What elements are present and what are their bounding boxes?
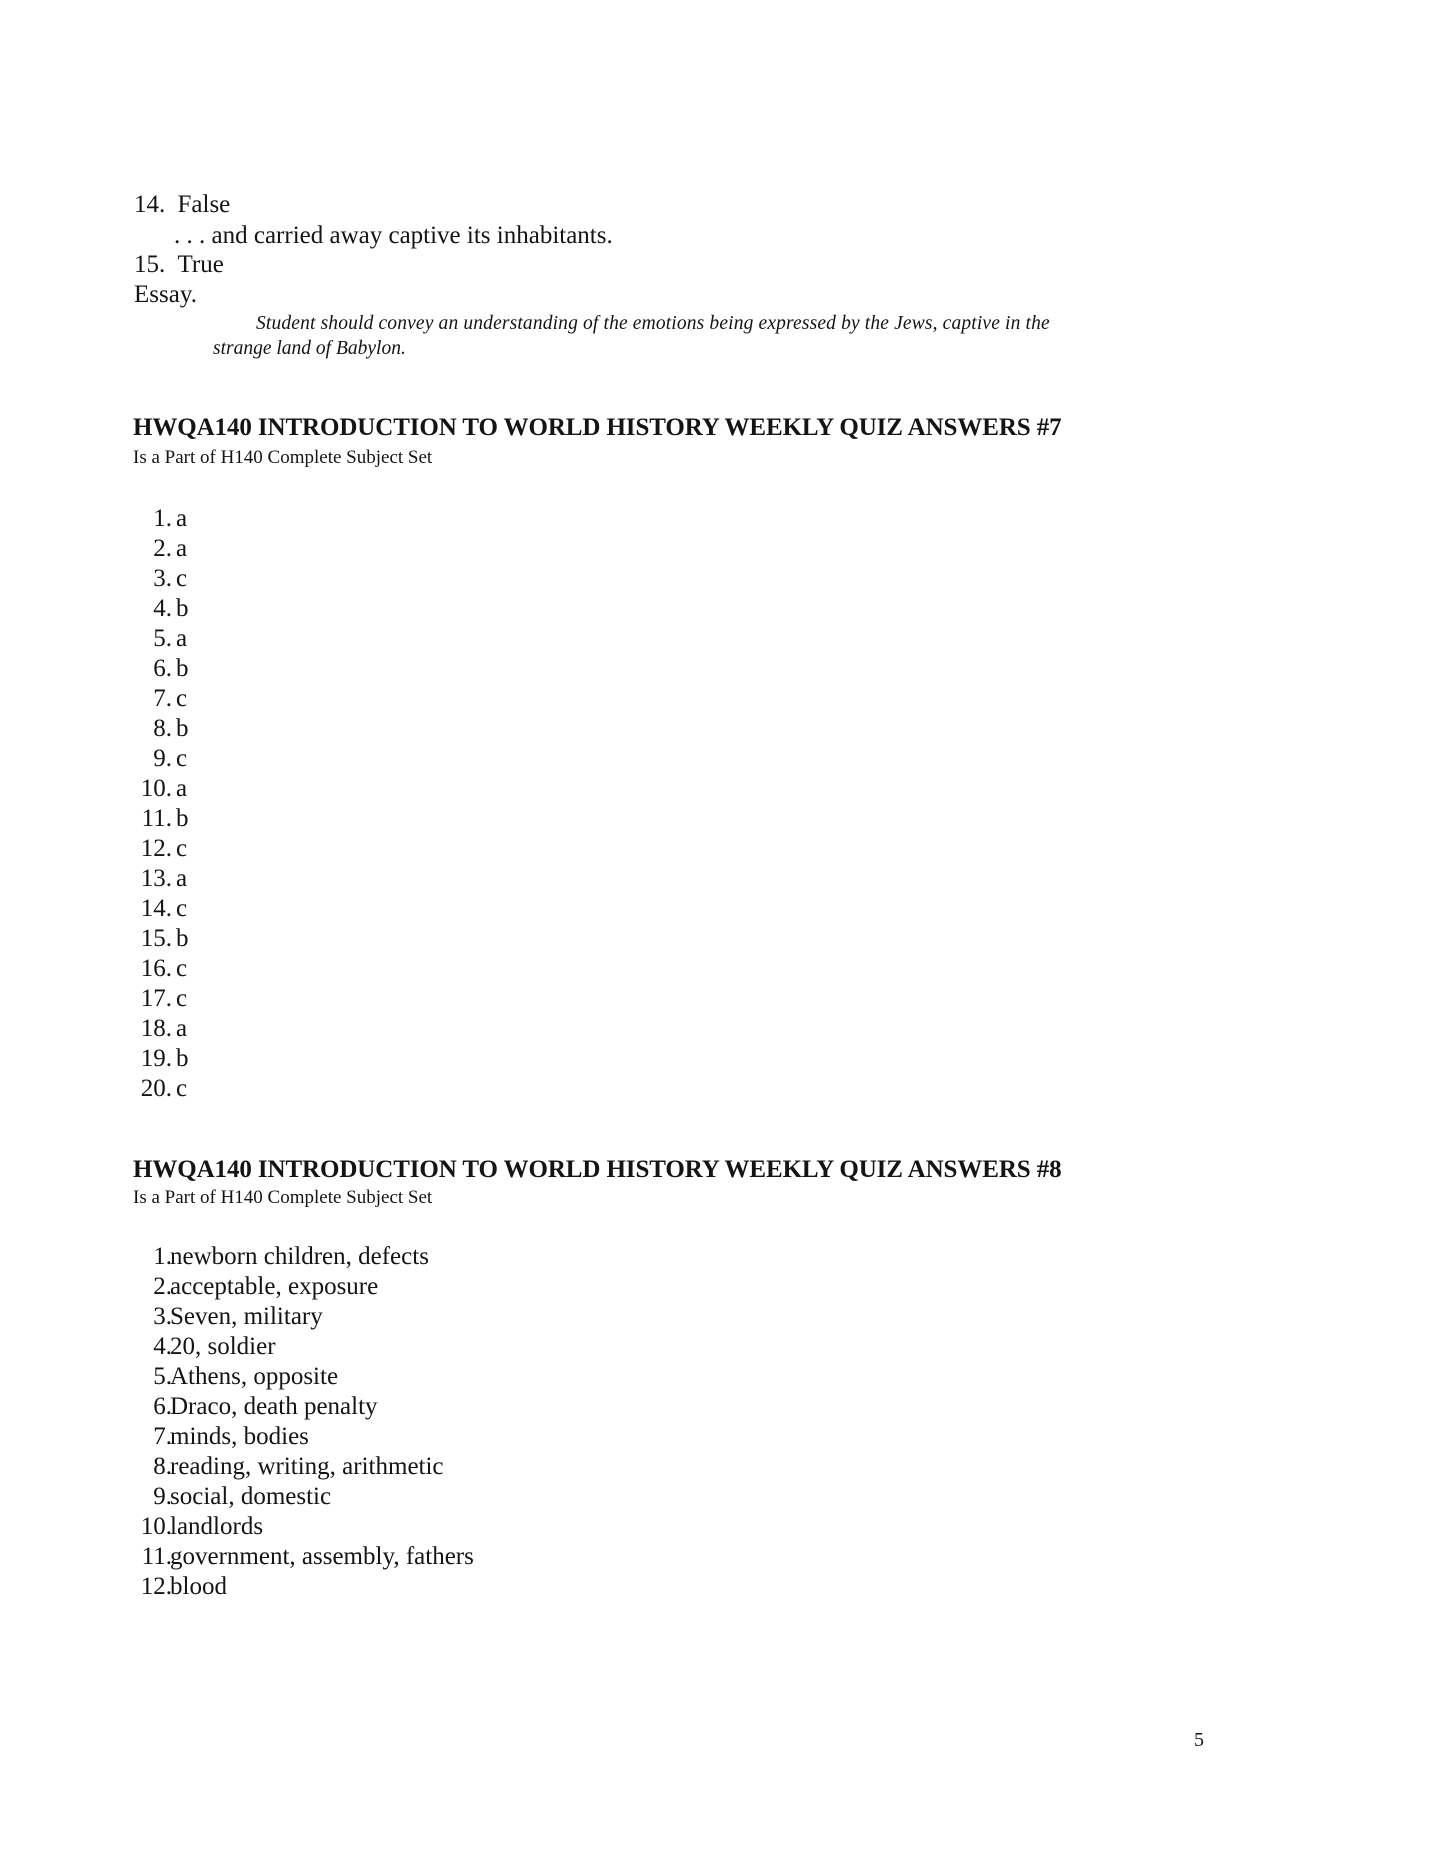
item-number: 15. [140, 925, 172, 952]
item-number: 17. [140, 985, 172, 1012]
list-item [128, 954, 188, 984]
item-answer: a [176, 865, 188, 892]
item-answer: blood [170, 1573, 227, 1600]
list-item [128, 1362, 339, 1392]
item-answer: a [176, 775, 188, 802]
item-answer: b [176, 925, 189, 952]
item-answer: c [176, 685, 188, 712]
list-item [128, 774, 188, 804]
list-item [128, 834, 188, 864]
item-answer: Athens, opposite [170, 1363, 339, 1390]
essay-note-line-1: Student should convey an understanding of the emotions being expressed by the Jews, captive in the [256, 313, 1050, 334]
item-number: 1. [153, 505, 172, 532]
item-answer: b [176, 655, 189, 682]
item-number: 10. [140, 1513, 172, 1540]
essay-label: Essay. [134, 281, 197, 308]
essay-note-line-2: strange land of Babylon. [213, 338, 406, 359]
item-number: 11. [141, 1543, 172, 1570]
item-number: 3. [153, 565, 172, 592]
list-item [128, 1482, 332, 1512]
item-number: 12. [140, 835, 172, 862]
item-answer: b [176, 715, 189, 742]
list-item [128, 1452, 444, 1482]
list-item [128, 1014, 188, 1044]
item-answer: Seven, military [170, 1303, 323, 1330]
answer-list-quiz-8 [128, 1242, 474, 1602]
item-answer: landlords [170, 1513, 264, 1540]
item-number: 16. [140, 955, 172, 982]
list-item [128, 1572, 227, 1602]
answer-note: . . . and carried away captive its inhabitants. [174, 222, 613, 249]
item-number: 6. [153, 1393, 172, 1420]
list-item [128, 984, 188, 1014]
section-subtitle-quiz-7: Is a Part of H140 Complete Subject Set [133, 447, 433, 468]
list-item [128, 894, 188, 924]
item-number: 4. [153, 595, 172, 622]
list-item [128, 594, 189, 624]
item-answer: c [176, 955, 188, 982]
list-item [128, 1512, 264, 1542]
answer-list-quiz-7 [128, 504, 189, 1104]
item-answer: social, domestic [170, 1483, 332, 1510]
item-answer: c [176, 835, 188, 862]
item-number: 7. [153, 1423, 172, 1450]
item-number: 2. [153, 535, 172, 562]
item-answer: reading, writing, arithmetic [170, 1453, 444, 1480]
answer-number: 14. [134, 191, 166, 218]
section-title-quiz-7: HWQA140 INTRODUCTION TO WORLD HISTORY WEEKLY QUIZ ANSWERS #7 [133, 414, 1062, 441]
item-number: 4. [153, 1333, 172, 1360]
item-answer: b [176, 595, 189, 622]
list-item [128, 744, 188, 774]
list-item [128, 564, 188, 594]
item-answer: c [176, 565, 188, 592]
list-item [128, 1074, 188, 1104]
item-number: 10. [140, 775, 172, 802]
list-item [128, 1302, 323, 1332]
answer-item-15 [134, 250, 224, 280]
item-answer: c [176, 895, 188, 922]
list-item [128, 1392, 378, 1422]
item-number: 9. [153, 1483, 172, 1510]
list-item [128, 1242, 429, 1272]
item-number: 20. [140, 1075, 172, 1102]
list-item [128, 714, 189, 744]
item-number: 2. [153, 1273, 172, 1300]
item-answer: b [176, 1045, 189, 1072]
item-answer: a [176, 535, 188, 562]
item-number: 14. [140, 895, 172, 922]
item-answer: a [176, 1015, 188, 1042]
list-item [128, 654, 189, 684]
list-item [128, 684, 188, 714]
item-number: 7. [153, 685, 172, 712]
list-item [128, 1332, 276, 1362]
item-answer: acceptable, exposure [170, 1273, 379, 1300]
list-item [128, 864, 188, 894]
item-number: 9. [153, 745, 172, 772]
item-answer: minds, bodies [170, 1423, 309, 1450]
item-number: 6. [153, 655, 172, 682]
item-number: 11. [141, 805, 172, 832]
list-item [128, 504, 188, 534]
list-item [128, 624, 188, 654]
item-number: 3. [153, 1303, 172, 1330]
list-item [128, 1422, 309, 1452]
answer-number: 15. [134, 251, 166, 278]
page-number: 5 [1194, 1729, 1204, 1751]
list-item [128, 804, 189, 834]
item-answer: newborn children, defects [170, 1243, 429, 1270]
item-number: 13. [140, 865, 172, 892]
item-number: 12. [140, 1573, 172, 1600]
answer-text: True [177, 251, 224, 278]
item-answer: c [176, 985, 188, 1012]
item-number: 8. [153, 1453, 172, 1480]
item-number: 5. [153, 1363, 172, 1390]
item-answer: government, assembly, fathers [170, 1543, 474, 1570]
item-number: 19. [140, 1045, 172, 1072]
answer-item-14 [134, 190, 230, 220]
item-answer: a [176, 625, 188, 652]
item-number: 1. [153, 1243, 172, 1270]
list-item [128, 534, 188, 564]
item-answer: c [176, 745, 188, 772]
item-answer: 20, soldier [170, 1333, 276, 1360]
section-title-quiz-8: HWQA140 INTRODUCTION TO WORLD HISTORY WEEKLY QUIZ ANSWERS #8 [133, 1156, 1062, 1183]
item-answer: c [176, 1075, 188, 1102]
list-item [128, 924, 189, 954]
list-item [128, 1044, 189, 1074]
item-number: 8. [153, 715, 172, 742]
list-item [128, 1542, 474, 1572]
answer-text: False [177, 191, 231, 218]
item-answer: Draco, death penalty [170, 1393, 378, 1420]
item-answer: b [176, 805, 189, 832]
item-answer: a [176, 505, 188, 532]
item-number: 5. [153, 625, 172, 652]
list-item [128, 1272, 379, 1302]
section-subtitle-quiz-8: Is a Part of H140 Complete Subject Set [133, 1187, 433, 1208]
item-number: 18. [140, 1015, 172, 1042]
